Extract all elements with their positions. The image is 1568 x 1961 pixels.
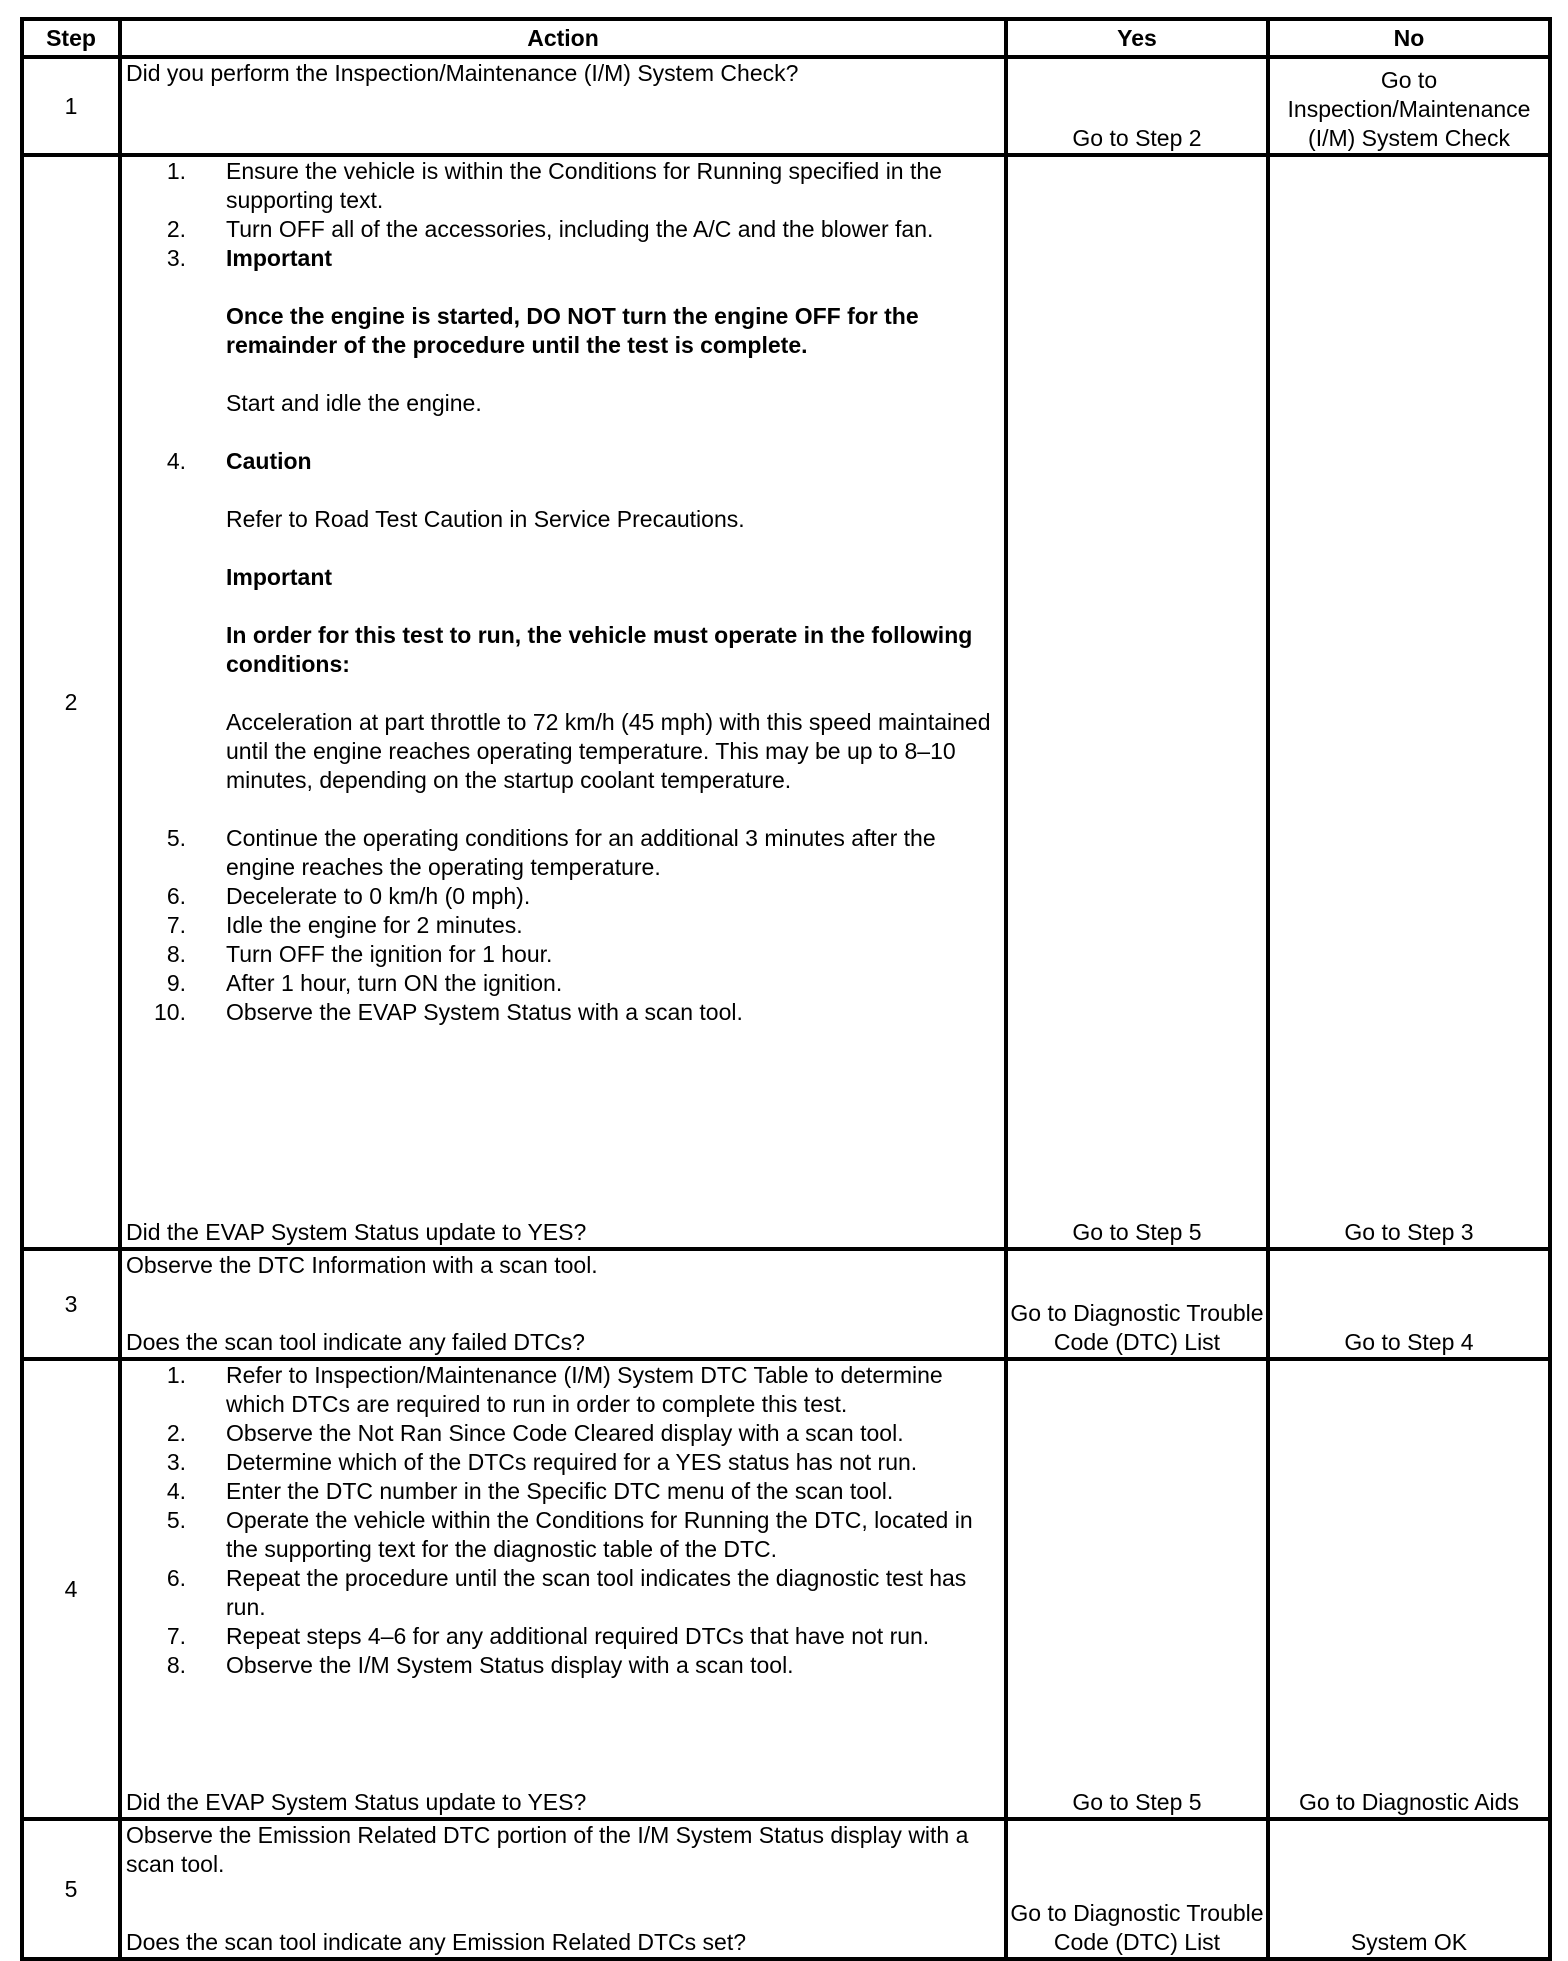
question-text: Did the EVAP System Status update to YES? (126, 1789, 587, 1815)
list-item: In order for this test to run, the vehicle must operate in the following conditions: (226, 622, 973, 677)
no-cell: Go to Inspection/Maintenance (I/M) System Check (1268, 57, 1550, 155)
action-cell (120, 155, 1006, 1249)
list-item: Important (226, 564, 333, 590)
step-number: 1 (22, 57, 120, 155)
list-item: Acceleration at part throttle to 72 km/h (45 mph) with this speed maintained until the engine reaches operating temperature. This may be up to 8–10 minutes, depending on the startup coolant temperature. (226, 709, 991, 793)
procedure-list (126, 157, 1000, 1027)
yes-cell: Go to Diagnostic Trouble Code (DTC) List (1006, 1249, 1268, 1359)
yes-cell: Go to Diagnostic Trouble Code (DTC) List (1006, 1819, 1268, 1959)
question-text: Does the scan tool indicate any failed DTCs? (126, 1329, 585, 1355)
diagnostic-table (20, 17, 1552, 1961)
table-row-step-5 (22, 1819, 1550, 1959)
list-item: 6. Decelerate to 0 km/h (0 mph). (166, 883, 531, 909)
list-item: 4. Enter the DTC number in the Specific DTC menu of the scan tool. (166, 1478, 894, 1504)
list-item: 10. Observe the EVAP System Status with a scan tool. (154, 999, 743, 1025)
list-item: 8. Turn OFF the ignition for 1 hour. (166, 941, 553, 967)
header-yes: Yes (1006, 19, 1268, 57)
no-cell: System OK (1268, 1819, 1550, 1959)
list-item: 7. Idle the engine for 2 minutes. (166, 912, 523, 938)
list-item: Once the engine is started, DO NOT turn the engine OFF for the remainder of the procedure until the test is complete. (226, 303, 919, 358)
list-item: Start and idle the engine. (226, 390, 482, 416)
no-cell: Go to Step 3 (1268, 155, 1550, 1249)
action-cell (120, 57, 1006, 155)
list-item: 2. Observe the Not Ran Since Code Cleared display with a scan tool. (166, 1420, 904, 1446)
yes-cell: Go to Step 5 (1006, 1359, 1268, 1819)
question-text: Does the scan tool indicate any Emission Related DTCs set? (126, 1929, 747, 1955)
step-number: 3 (22, 1249, 120, 1359)
step-number: 2 (22, 155, 120, 1249)
table-row-step-1 (22, 57, 1550, 155)
list-item: 5. Operate the vehicle within the Conditions for Running the DTC, located in the supporting text for the diagnostic table of the DTC. (166, 1507, 973, 1562)
list-item: 7. Repeat steps 4–6 for any additional required DTCs that have not run. (166, 1623, 930, 1649)
list-item: 8. Observe the I/M System Status display with a scan tool. (166, 1652, 794, 1678)
question-text: Did you perform the Inspection/Maintenance (I/M) System Check? (126, 60, 799, 86)
list-item: 5. Continue the operating conditions for an additional 3 minutes after the engine reaches the operating temperature. (166, 825, 936, 880)
action-cell (120, 1359, 1006, 1819)
list-item: 6. Repeat the procedure until the scan tool indicates the diagnostic test has run. (166, 1565, 967, 1620)
yes-cell: Go to Step 5 (1006, 155, 1268, 1249)
instruction-text: Observe the DTC Information with a scan tool. (126, 1252, 598, 1278)
action-cell (120, 1249, 1006, 1359)
header-no: No (1268, 19, 1550, 57)
list-item: 4. Caution (166, 448, 312, 474)
instruction-text: Observe the Emission Related DTC portion of the I/M System Status display with a scan tool. (126, 1822, 969, 1877)
list-item: Refer to Road Test Caution in Service Precautions. (226, 506, 745, 532)
procedure-list (126, 1361, 1000, 1680)
table-row-step-4 (22, 1359, 1550, 1819)
question-text: Did the EVAP System Status update to YES? (126, 1219, 587, 1245)
no-cell: Go to Diagnostic Aids (1268, 1359, 1550, 1819)
header-action: Action (120, 19, 1006, 57)
list-item: 9. After 1 hour, turn ON the ignition. (166, 970, 563, 996)
header-step: Step (22, 19, 120, 57)
step-number: 4 (22, 1359, 120, 1819)
no-cell: Go to Step 4 (1268, 1249, 1550, 1359)
step-number: 5 (22, 1819, 120, 1959)
action-cell (120, 1819, 1006, 1959)
header-row (22, 19, 1550, 57)
list-item: 3. Determine which of the DTCs required for a YES status has not run. (166, 1449, 918, 1475)
list-item: 1. Ensure the vehicle is within the Conditions for Running specified in the supporting text. (166, 158, 942, 213)
list-item: 2. Turn OFF all of the accessories, including the A/C and the blower fan. (166, 216, 934, 242)
table-row-step-2 (22, 155, 1550, 1249)
table-row-step-3 (22, 1249, 1550, 1359)
list-item: 1. Refer to Inspection/Maintenance (I/M) System DTC Table to determine which DTCs are required to run in order to complete this test. (166, 1362, 943, 1417)
list-item: 3. Important (166, 245, 333, 271)
yes-cell: Go to Step 2 (1006, 57, 1268, 155)
